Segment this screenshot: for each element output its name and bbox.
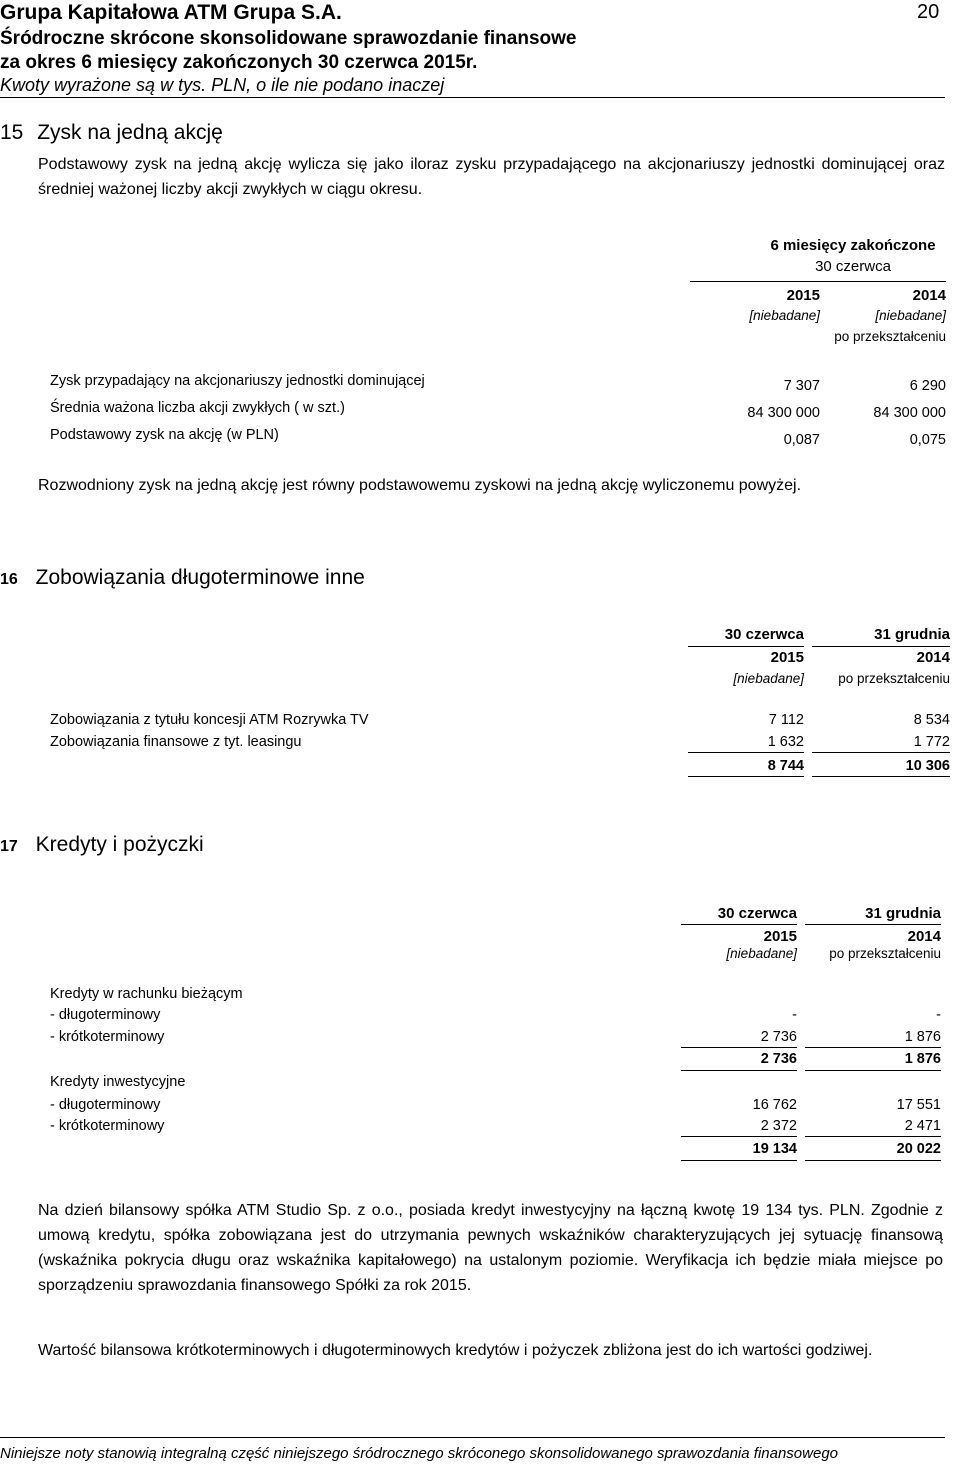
note16-heading xyxy=(0,566,365,590)
report-period: za okres 6 miesięcy zakończonych 30 czerwca 2015r. xyxy=(0,52,478,73)
note17-subtotal-rule xyxy=(681,1047,797,1048)
note17-row-label: - długoterminowy xyxy=(50,1097,161,1113)
note15-col1-status: [niebadane] xyxy=(749,308,820,323)
note17-row-2014: 1 876 xyxy=(904,1029,941,1045)
footer-note: Niniejsze noty stanowią integralną część niniejszego śródrocznego skróconego skonsolidowanego sprawozdania finansowego xyxy=(0,1445,839,1462)
note17-subtotal-rule xyxy=(681,1136,797,1137)
note17-total-rule xyxy=(805,1070,941,1071)
note15-header-rule xyxy=(690,281,946,282)
note17-group-label: Kredyty w rachunku bieżącym xyxy=(50,986,243,1002)
note17-group2-total-2015: 19 134 xyxy=(752,1141,797,1157)
note16-col1-year: 2015 xyxy=(770,649,804,666)
note17-total-rule xyxy=(681,1070,797,1071)
note16-total-rule xyxy=(688,776,804,777)
report-title: Śródroczne skrócone skonsolidowane sprawozdanie finansowe xyxy=(0,28,577,49)
note15-row-2014: 0,075 xyxy=(909,432,946,448)
note16-header-rule xyxy=(812,646,950,647)
note17-group1-total-2014: 1 876 xyxy=(904,1051,941,1067)
page-number: 20 xyxy=(917,1,940,23)
note17-paragraph: Wartość bilansowa krótkoterminowych i długoterminowych kredytów i pożyczek zbliżona jest do ich wartości godziwej. xyxy=(38,1342,873,1359)
note16-row-2015: 7 112 xyxy=(768,712,804,728)
note17-total-rule xyxy=(681,1160,797,1161)
note16-subtotal-rule xyxy=(812,752,950,753)
note17-header-rule xyxy=(805,924,941,925)
note17-group-label: Kredyty inwestycyjne xyxy=(50,1074,186,1090)
note15-heading xyxy=(0,121,223,145)
footer-divider xyxy=(0,1437,945,1438)
note15-row-2014: 84 300 000 xyxy=(873,405,946,421)
note17-row-2014: 2 471 xyxy=(904,1118,941,1134)
note16-total-rule xyxy=(812,776,950,777)
note15-title: Zysk na jedną akcję xyxy=(37,121,223,144)
note17-col2-date: 31 grudnia xyxy=(865,905,941,922)
note17-total-rule xyxy=(805,1160,941,1161)
note16-row-label: Zobowiązania z tytułu koncesji ATM Rozrywka TV xyxy=(50,712,369,728)
note17-col1-status: [niebadane] xyxy=(726,946,797,961)
note16-col1-date: 30 czerwca xyxy=(724,626,804,643)
note17-col2-year: 2014 xyxy=(907,928,941,945)
note16-row-2015: 1 632 xyxy=(767,734,804,750)
note17-title: Kredyty i pożyczki xyxy=(35,833,204,856)
note16-row-2014: 8 534 xyxy=(913,712,950,728)
note17-row-label: - krótkoterminowy xyxy=(50,1029,165,1045)
note17-col2-note: po przekształceniu xyxy=(829,946,941,961)
note15-number: 15 xyxy=(0,121,24,144)
note17-col1-date: 30 czerwca xyxy=(717,905,797,922)
company-name: Grupa Kapitałowa ATM Grupa S.A. xyxy=(0,1,342,24)
note15-row-label: Podstawowy zysk na akcję (w PLN) xyxy=(50,427,279,443)
note16-row-2014: 1 772 xyxy=(913,734,950,750)
note15-row-2015: 84 300 000 xyxy=(747,405,820,421)
note15-row-2015: 7 307 xyxy=(783,378,820,394)
note16-title: Zobowiązania długoterminowe inne xyxy=(35,566,365,589)
note15-row-2015: 0,087 xyxy=(783,432,820,448)
note15-row-label: Zysk przypadający na akcjonariuszy jednostki dominującej xyxy=(50,373,425,389)
note17-header-rule xyxy=(681,924,797,925)
note17-row-2015: 2 736 xyxy=(760,1029,797,1045)
note16-col1-status: [niebadane] xyxy=(733,671,804,686)
note15-col-group-line2: 30 czerwca xyxy=(815,258,891,275)
note15-col1-year: 2015 xyxy=(786,287,820,304)
note17-row-2014: - xyxy=(936,1007,941,1023)
note16-header-rule xyxy=(688,646,804,647)
note17-group1-total-2015: 2 736 xyxy=(760,1051,797,1067)
note15-intro: Podstawowy zysk na jedną akcję wylicza się jako iloraz zysku przypadającego na akcjonariuszy jednostki dominującej oraz średniej ważonej liczby akcji zwykłych w ciągu okresu. xyxy=(38,156,945,198)
note16-total-2015: 8 744 xyxy=(767,758,804,774)
note17-group2-total-2014: 20 022 xyxy=(896,1141,941,1157)
note17-col1-year: 2015 xyxy=(763,928,797,945)
note17-row-2014: 17 551 xyxy=(896,1097,941,1113)
note17-row-label: - krótkoterminowy xyxy=(50,1118,165,1134)
note15-col2-year: 2014 xyxy=(912,287,946,304)
note17-row-2015: 2 372 xyxy=(760,1118,797,1134)
note17-subtotal-rule xyxy=(805,1047,941,1048)
currency-note: Kwoty wyrażone są w tys. PLN, o ile nie podano inaczej xyxy=(0,75,445,95)
note17-row-label: - długoterminowy xyxy=(50,1007,161,1023)
note16-number: 16 xyxy=(0,571,18,588)
note16-col2-year: 2014 xyxy=(916,649,950,666)
note15-col2-status: [niebadane] xyxy=(875,308,946,323)
note15-row-label: Średnia ważona liczba akcji zwykłych ( w szt.) xyxy=(50,400,345,416)
note17-row-2015: - xyxy=(792,1007,797,1023)
note16-subtotal-rule xyxy=(688,752,804,753)
note17-subtotal-rule xyxy=(805,1136,941,1137)
note17-number: 17 xyxy=(0,838,18,855)
note16-col2-note: po przekształceniu xyxy=(838,671,950,686)
note15-col2-note: po przekształceniu xyxy=(834,329,946,344)
note17-paragraph: Na dzień bilansowy spółka ATM Studio Sp. z o.o., posiada kredyt inwestycyjny na łączną kwotę 19 134 tys. PLN. Zgodnie z umową kredytu, spółka zobowiązana jest do utrzymania pewnych wskaźników charakteryzujących jej sytuację finansową (wskaźnika pokrycia długu oraz wskaźnika kapitałowego) na ustalonym poziomie. Weryfikacja ich będzie miała miejsce po sporządzeniu sprawozdania finansowego Spółki za rok 2015. xyxy=(38,1202,943,1294)
header-divider xyxy=(0,97,945,98)
note16-total-2014: 10 306 xyxy=(905,758,950,774)
note15-row-2014: 6 290 xyxy=(909,378,946,394)
note16-row-label: Zobowiązania finansowe z tyt. leasingu xyxy=(50,734,302,750)
note15-diluted-note: Rozwodniony zysk na jedną akcję jest równy podstawowemu zyskowi na jedną akcję wyliczonemu powyżej. xyxy=(38,477,802,494)
note17-heading xyxy=(0,833,204,857)
note17-row-2015: 16 762 xyxy=(752,1097,797,1113)
note15-col-group-line1: 6 miesięcy zakończone xyxy=(770,237,936,254)
note16-col2-date: 31 grudnia xyxy=(874,626,950,643)
